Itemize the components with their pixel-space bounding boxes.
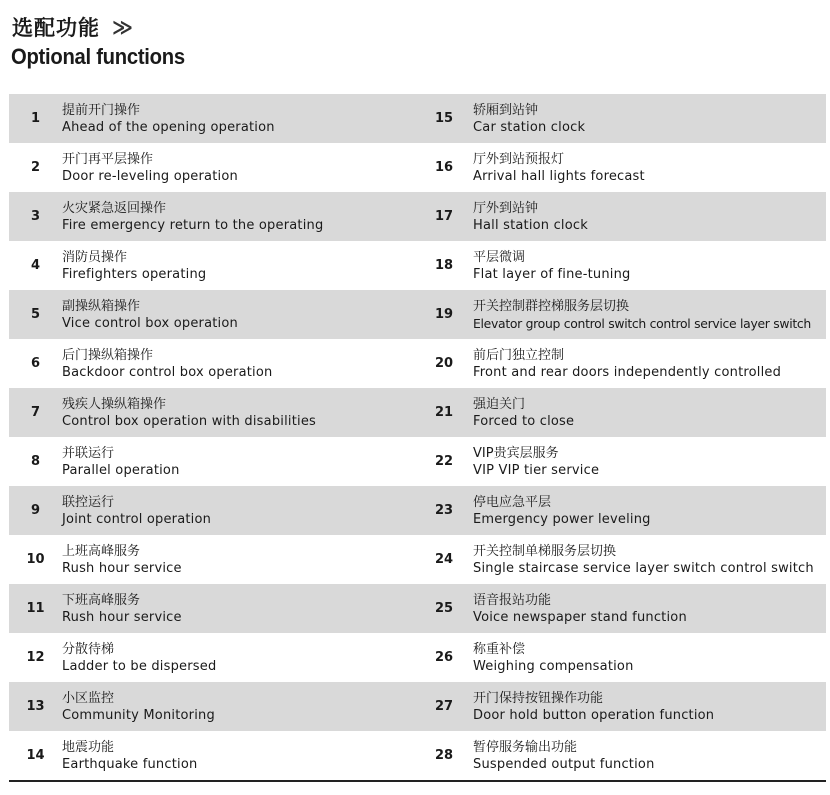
function-name-zh: 平层微调	[473, 249, 526, 265]
function-name-zh: 停电应急平层	[473, 494, 552, 510]
function-name-zh: 消防员操作	[62, 249, 128, 265]
function-item-right	[415, 437, 826, 486]
function-number: 17	[434, 209, 454, 224]
function-number: 7	[30, 405, 41, 420]
function-name-zh: 并联运行	[62, 445, 115, 461]
table-row	[9, 290, 826, 339]
function-name-zh: 地震功能	[62, 739, 115, 755]
function-item-right	[415, 241, 826, 290]
function-name-en: Weighing compensation	[473, 658, 634, 674]
function-item-left	[9, 241, 415, 290]
function-name-zh: 开关控制群控梯服务层切换	[473, 298, 630, 314]
function-text	[473, 690, 714, 724]
page-title-english: Optional functions	[11, 44, 185, 69]
function-name-zh: 上班高峰服务	[62, 543, 141, 559]
function-name-en: Ahead of the opening operation	[62, 119, 275, 135]
function-text	[473, 543, 814, 577]
function-name-zh: 火灾紧急返回操作	[62, 200, 167, 216]
table-row	[9, 388, 826, 437]
function-item-right	[415, 535, 826, 584]
table-row	[9, 192, 826, 241]
function-text	[473, 641, 634, 675]
function-text	[62, 445, 180, 479]
function-text	[62, 200, 323, 234]
function-text	[62, 543, 182, 577]
function-name-en: Hall station clock	[473, 217, 588, 233]
function-name-en: Front and rear doors independently controlled	[473, 364, 782, 380]
function-item-right	[415, 143, 826, 192]
function-item-left	[9, 290, 415, 339]
function-number: 28	[434, 748, 454, 763]
table-row	[9, 633, 826, 682]
function-name-en: Suspended output function	[473, 756, 655, 772]
function-text	[473, 249, 631, 283]
function-name-zh: 后门操纵箱操作	[62, 347, 154, 363]
function-name-en: Vice control box operation	[62, 315, 238, 331]
function-name-en: Control box operation with disabilities	[62, 413, 316, 429]
function-item-left	[9, 94, 415, 143]
function-text	[62, 641, 216, 675]
table-row	[9, 241, 826, 290]
function-number: 22	[434, 454, 454, 469]
functions-table	[9, 94, 826, 780]
function-name-en: Earthquake function	[62, 756, 198, 772]
function-number: 13	[26, 699, 45, 714]
table-row	[9, 731, 826, 780]
function-name-zh: 开门保持按钮操作功能	[473, 690, 604, 706]
table-row	[9, 94, 826, 143]
function-item-left	[9, 339, 415, 388]
function-text	[62, 347, 272, 381]
function-name-en: Flat layer of fine-tuning	[473, 266, 631, 282]
function-name-en: Fire emergency return to the operating	[62, 217, 324, 233]
function-name-zh: 下班高峰服务	[62, 592, 141, 608]
function-name-en: Rush hour service	[62, 609, 182, 625]
function-name-zh: 轿厢到站钟	[473, 102, 539, 118]
function-item-right	[415, 633, 826, 682]
function-number: 23	[434, 503, 454, 518]
function-name-en: VIP VIP tier service	[473, 462, 600, 478]
function-name-en: Elevator group control switch control service layer switch	[473, 315, 811, 331]
function-item-left	[9, 731, 415, 780]
function-name-en: Joint control operation	[62, 511, 212, 527]
function-number: 11	[26, 601, 45, 616]
function-name-zh: 副操纵箱操作	[62, 298, 141, 314]
function-name-en: Voice newspaper stand function	[473, 609, 687, 625]
table-row	[9, 535, 826, 584]
function-text	[473, 298, 811, 332]
function-number: 3	[30, 209, 41, 224]
function-item-right	[415, 192, 826, 241]
function-name-en: Firefighters operating	[62, 266, 207, 282]
function-item-left	[9, 192, 415, 241]
function-name-zh: 称重补偿	[473, 641, 526, 657]
function-text	[62, 739, 197, 773]
function-name-en: Rush hour service	[62, 560, 182, 576]
function-item-left	[9, 437, 415, 486]
function-name-en: Backdoor control box operation	[62, 364, 273, 380]
table-row	[9, 486, 826, 535]
table-row	[9, 682, 826, 731]
function-item-right	[415, 584, 826, 633]
function-item-right	[415, 388, 826, 437]
function-number: 27	[434, 699, 454, 714]
function-item-left	[9, 682, 415, 731]
function-name-zh: 厅外到站钟	[473, 200, 539, 216]
function-text	[62, 690, 215, 724]
function-name-en: Door re-leveling operation	[62, 168, 238, 184]
function-text	[62, 249, 206, 283]
function-text	[473, 347, 781, 381]
function-number: 16	[434, 160, 454, 175]
function-name-zh: 提前开门操作	[62, 102, 141, 118]
function-name-zh: 开关控制单梯服务层切换	[473, 543, 617, 559]
function-item-left	[9, 633, 415, 682]
page-title-zh-text: 选配功能	[12, 16, 100, 40]
function-name-zh: 厅外到站预报灯	[473, 151, 565, 167]
function-item-right	[415, 682, 826, 731]
function-text	[473, 494, 651, 528]
function-item-right	[415, 486, 826, 535]
function-number: 1	[30, 111, 41, 126]
function-item-right	[415, 731, 826, 780]
function-name-en: Single staircase service layer switch control switch	[473, 560, 814, 576]
function-item-right	[415, 339, 826, 388]
function-name-zh: 暂停服务输出功能	[473, 739, 578, 755]
table-row	[9, 584, 826, 633]
function-name-en: Car station clock	[473, 119, 586, 135]
function-name-en: Community Monitoring	[62, 707, 215, 723]
function-name-zh: 小区监控	[62, 690, 115, 706]
function-number: 24	[434, 552, 454, 567]
function-text	[473, 102, 585, 136]
function-text	[62, 151, 238, 185]
function-name-en: Arrival hall lights forecast	[473, 168, 645, 184]
page-title-chinese	[12, 12, 129, 42]
function-name-zh: 前后门独立控制	[473, 347, 565, 363]
function-text	[473, 445, 599, 479]
table-row	[9, 143, 826, 192]
function-text	[62, 102, 275, 136]
function-name-zh: 开门再平层操作	[62, 151, 154, 167]
function-number: 19	[434, 307, 454, 322]
function-number: 21	[434, 405, 454, 420]
table-row	[9, 339, 826, 388]
function-item-right	[415, 290, 826, 339]
function-number: 4	[30, 258, 41, 273]
function-name-zh: 语音报站功能	[473, 592, 552, 608]
function-number: 20	[434, 356, 454, 371]
function-number: 18	[434, 258, 454, 273]
function-name-zh: 强迫关门	[473, 396, 526, 412]
function-text	[473, 396, 574, 430]
function-text	[473, 739, 655, 773]
function-text	[62, 494, 211, 528]
function-item-left	[9, 388, 415, 437]
function-item-left	[9, 535, 415, 584]
function-name-en: Ladder to be dispersed	[62, 658, 217, 674]
function-number: 26	[434, 650, 454, 665]
function-name-zh: 联控运行	[62, 494, 115, 510]
function-item-right	[415, 94, 826, 143]
function-number: 9	[30, 503, 41, 518]
function-text	[62, 396, 316, 430]
table-row	[9, 437, 826, 486]
double-chevron-right-icon: ≫	[112, 15, 129, 39]
function-number: 2	[30, 160, 41, 175]
function-name-zh: 分散待梯	[62, 641, 115, 657]
table-bottom-divider	[9, 780, 826, 782]
function-number: 5	[30, 307, 41, 322]
function-item-left	[9, 486, 415, 535]
function-item-left	[9, 143, 415, 192]
function-name-zh: 残疾人操纵箱操作	[62, 396, 167, 412]
function-name-en: Parallel operation	[62, 462, 180, 478]
function-number: 25	[434, 601, 454, 616]
function-text	[62, 298, 238, 332]
function-text	[473, 200, 588, 234]
function-number: 15	[434, 111, 454, 126]
function-number: 8	[30, 454, 41, 469]
function-text	[473, 592, 687, 626]
function-name-zh: VIP贵宾层服务	[473, 445, 559, 461]
function-name-en: Forced to close	[473, 413, 575, 429]
function-name-en: Door hold button operation function	[473, 707, 715, 723]
function-item-left	[9, 584, 415, 633]
function-number: 12	[26, 650, 45, 665]
function-number: 14	[26, 748, 45, 763]
function-text	[62, 592, 182, 626]
function-name-en: Emergency power leveling	[473, 511, 651, 527]
function-number: 10	[26, 552, 45, 567]
function-text	[473, 151, 645, 185]
function-number: 6	[30, 356, 41, 371]
